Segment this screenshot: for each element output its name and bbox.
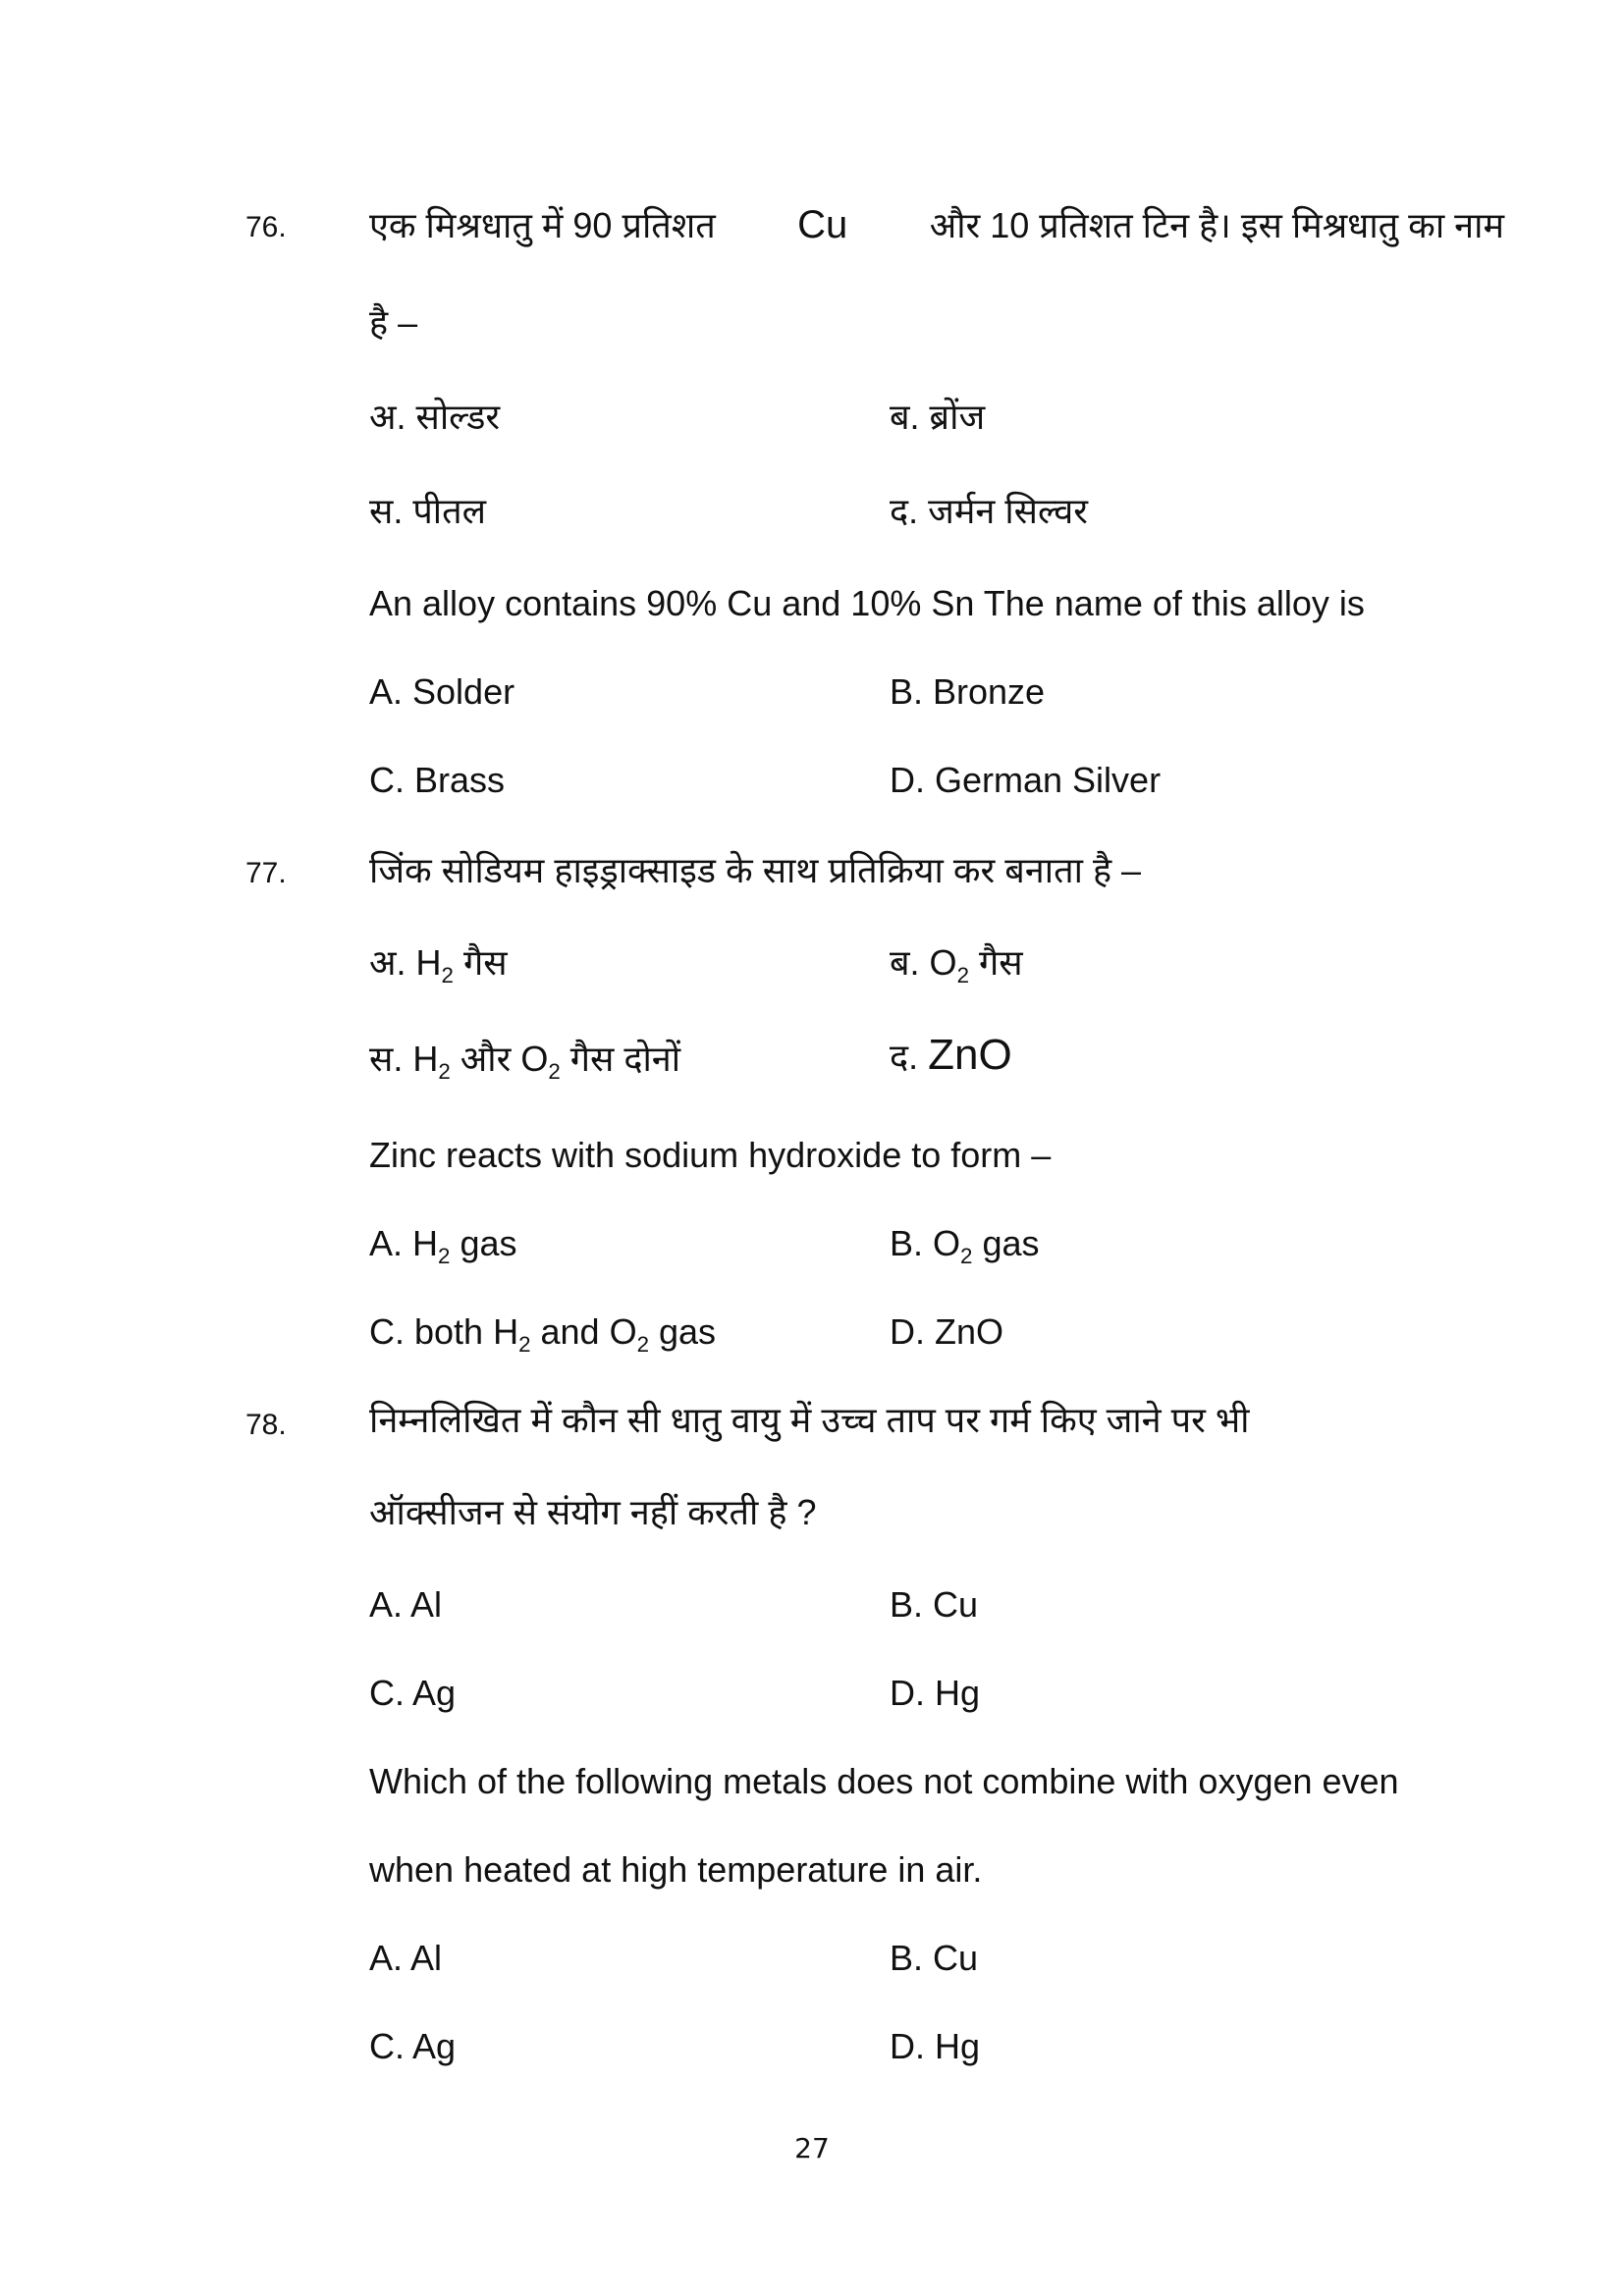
option-english-d: D. ZnO [890,1311,1004,1352]
question-stem-hindi: एक मिश्रधातु में 90 प्रतिशत Cu और 10 प्रतिशत टिन है। इस मिश्रधातु का नाम [369,203,1504,246]
page-number: 27 [794,2132,830,2164]
question-stem-hindi: जिंक सोडियम हाइड्राक्साइड के साथ प्रतिक्रिया कर बनाता है – [369,850,1142,890]
option-english-a: A. Al [369,1938,443,1978]
question-number: 77. [245,857,287,889]
question-number: 76. [245,211,287,243]
option-hindi-c: स. $H_2$ और $O_2$ गैस दोनों [369,1039,681,1084]
option-english-c: C. Brass [369,760,506,800]
question-number: 78. [245,1409,287,1441]
question-stem-hindi-line2: ऑक्सीजन से संयोग नहीं करती है ? [369,1492,817,1532]
option-hindi-b: ब. ब्रोंज [890,397,986,437]
option-english-d: D. German Silver [890,760,1162,800]
question-stem-english: Which of the following metals does not combine with oxygen even [369,1761,1399,1801]
option-english-a: A. $H_2$ gas [369,1223,517,1268]
option-hindi-b: B. Cu [890,1584,979,1625]
question-stem-hindi: निम्नलिखित में कौन सी धातु वायु में उच्च ताप पर गर्म किए जाने पर भी [369,1400,1250,1440]
option-english-d: D. Hg [890,2026,981,2066]
option-hindi-c: C. Ag [369,1673,457,1713]
option-hindi-c: स. पीतल [369,491,487,531]
option-hindi-b: ब. $O_2$ गैस [890,942,1023,988]
option-hindi-a: A. Al [369,1584,443,1625]
option-english-c: C. Ag [369,2026,457,2066]
option-english-a: A. Solder [369,671,515,712]
question-stem-english: An alloy contains 90% Cu and 10% Sn The name of this alloy is [369,583,1365,623]
option-hindi-d: D. Hg [890,1673,981,1713]
question-stem-english-line2: when heated at high temperature in air. [369,1849,983,1890]
option-hindi-a: अ. $H_2$ गैस [369,942,508,988]
option-english-b: B. $O_2$ gas [890,1223,1040,1268]
option-hindi-d: द. ZnO [890,1031,1012,1079]
option-english-c: C. both $H_2$ and $O_2$ gas [369,1311,717,1357]
option-hindi-a: अ. सोल्डर [369,397,501,437]
question-stem-english: Zinc reacts with sodium hydroxide to form – [369,1135,1052,1175]
question-stem-hindi-line2: है – [369,302,418,343]
option-english-b: B. Bronze [890,671,1046,712]
option-hindi-d: द. जर्मन सिल्वर [890,491,1088,531]
option-english-b: B. Cu [890,1938,979,1978]
